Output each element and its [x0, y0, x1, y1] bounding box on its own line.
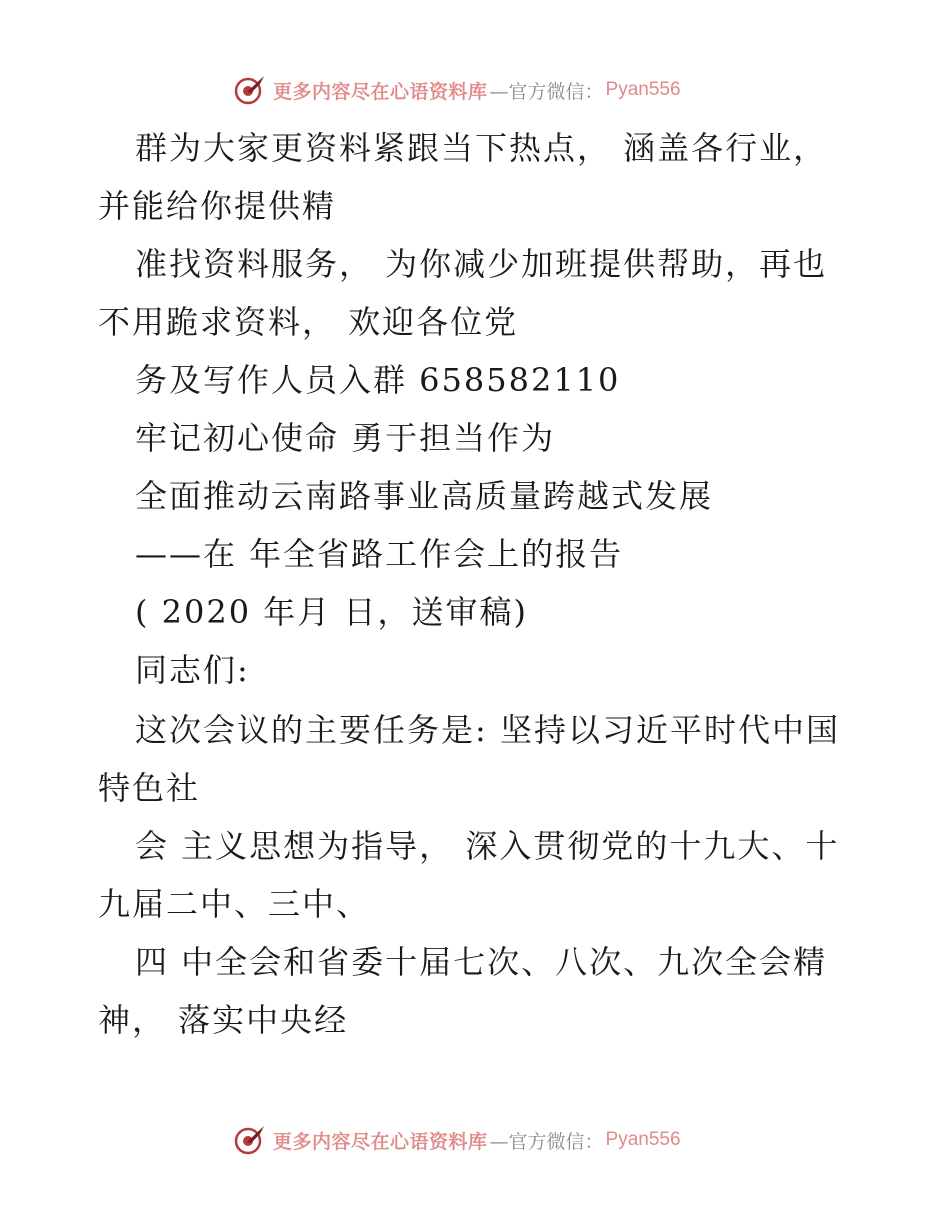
- quill-circle-icon: [233, 73, 267, 107]
- text-line: 全面推动云南路事业高质量跨越式发展: [135, 477, 714, 515]
- text-line: 不用跪求资料， 欢迎各位党: [98, 303, 519, 341]
- footer-watermark: [233, 1122, 681, 1158]
- quill-circle-icon: [233, 1123, 267, 1157]
- text-line: 会 主义思想为指导， 深入贯彻党的十九大、十: [135, 827, 840, 865]
- watermark-separator: —官方微信：: [489, 1130, 604, 1153]
- watermark-wechat-id: Pyan556: [605, 79, 681, 100]
- text-line: 准找资料服务， 为你减少加班提供帮助，再也: [135, 245, 828, 283]
- text-line: 务及写作人员入群 658582110: [135, 361, 621, 399]
- text-line: 同志们:: [135, 651, 250, 689]
- text-line: 牢记初心使命 勇于担当作为: [135, 419, 556, 457]
- header-watermark: [233, 72, 681, 108]
- watermark-separator: —官方微信：: [489, 80, 604, 103]
- text-line: ( 2020 年月 日，送审稿): [135, 593, 528, 631]
- text-line: 并能给你提供精: [98, 187, 337, 225]
- watermark-brand: 更多内容尽在心语资料库: [273, 1130, 488, 1153]
- text-line: ——在 年全省路工作会上的报告: [135, 535, 624, 573]
- text-line: 九届二中、三中、: [98, 885, 371, 923]
- watermark-wechat-id: Pyan556: [605, 1129, 681, 1150]
- text-line: 这次会议的主要任务是: 坚持以习近平时代中国: [135, 711, 840, 749]
- watermark-brand: 更多内容尽在心语资料库: [273, 80, 488, 103]
- text-line: 四 中全会和省委十届七次、八次、九次全会精: [135, 943, 828, 981]
- text-line: 群为大家更资料紧跟当下热点， 涵盖各行业，: [135, 129, 828, 167]
- text-line: 特色社: [98, 769, 201, 807]
- text-line: 神， 落实中央经: [98, 1001, 349, 1039]
